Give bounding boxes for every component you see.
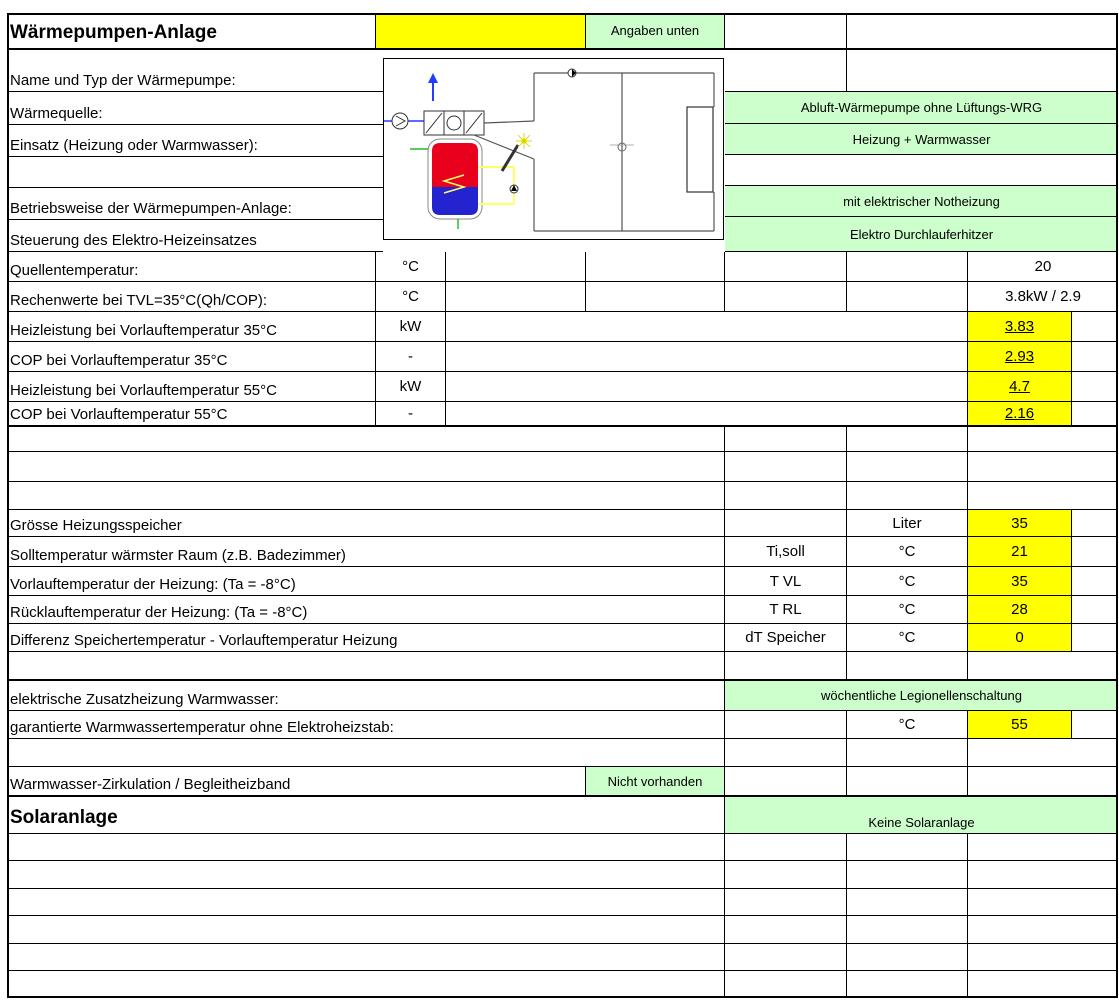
cell-empty [7,889,725,916]
control-select[interactable]: Elektro Durchlauferhitzer [725,217,1118,252]
heatpump-name-input[interactable] [376,13,586,49]
cell-empty [7,861,725,889]
cell-empty [7,916,725,944]
cell-empty [968,482,1118,510]
cell-empty [847,739,968,767]
cell-empty [847,282,968,312]
cell-empty [725,482,847,510]
cell-empty [725,944,847,971]
heatpump-row-label: Heizleistung bei Vorlauftemperatur 35°C [7,312,376,342]
calc-unit: °C [376,282,446,312]
storage-row-unit: °C [847,624,968,652]
cell-empty [725,452,847,482]
storage-row-symbol [725,510,847,537]
cell-empty [725,739,847,767]
cell-empty [847,252,968,282]
cell-empty [7,944,725,971]
cell-empty [725,427,847,452]
storage-row-label: Solltemperatur wärmster Raum (z.B. Badezimmer) [7,537,725,567]
cell-empty [725,49,847,92]
calc-value: 3.8kW / 2.9 [968,282,1118,312]
storage-row-value-input[interactable]: 28 [968,596,1072,624]
heatpump-row-value-input[interactable] [968,312,1072,342]
cell-empty [1072,711,1118,739]
cell-empty [725,652,847,680]
cell-empty [446,402,968,426]
cell-empty [725,861,847,889]
cell-empty [7,971,725,998]
storage-row-unit: °C [847,537,968,567]
heatpump-row-value: 2.16 [1004,405,1035,422]
storage-row-unit: °C [847,567,968,596]
storage-row-unit: Liter [847,510,968,537]
cell-empty [7,452,725,482]
mode-select[interactable]: mit elektrischer Notheizung [725,186,1118,217]
cell-empty [968,452,1118,482]
section-divider [7,48,1118,50]
heatpump-row-value-input[interactable] [968,342,1072,372]
cell-empty [968,739,1118,767]
storage-row-unit: °C [847,596,968,624]
heatpump-row-value-input[interactable] [968,372,1072,402]
cell-empty [847,944,968,971]
cell-empty [968,427,1118,452]
cell-empty [725,834,847,861]
storage-row-value-input[interactable]: 0 [968,624,1072,652]
cell-empty [847,482,968,510]
source-label: Wärmequelle: [7,92,383,125]
storage-row-value-input[interactable]: 35 [968,510,1072,537]
cell-empty [968,889,1118,916]
guaranteed-temp-label: garantierte Warmwassertemperatur ohne Elektroheizstab: [7,711,725,739]
source-temp-label: Quellentemperatur: [7,252,376,282]
elec-heating-label: elektrische Zusatzheizung Warmwasser: [7,681,725,711]
use-select[interactable]: Heizung + Warmwasser [725,124,1118,155]
solar-title: Solaranlage [7,797,725,834]
cell-empty [7,652,725,680]
storage-row-label: Grösse Heizungsspeicher [7,510,725,537]
guaranteed-temp-unit: °C [847,711,968,739]
storage-row-value-input[interactable]: 21 [968,537,1072,567]
heatpump-row-unit: kW [376,372,446,402]
cell-empty [1072,312,1118,342]
cell-empty [847,767,968,796]
storage-row-label: Rücklauftemperatur der Heizung: (Ta = -8°C) [7,596,725,624]
cell-empty [968,767,1118,796]
source-temp-unit: °C [376,252,446,282]
heatpump-schematic [383,58,724,240]
cell-empty [1072,567,1118,596]
cell-empty [1072,624,1118,652]
cell-empty [968,944,1118,971]
calc-label: Rechenwerte bei TVL=35°C(Qh/COP): [7,282,376,312]
heatpump-schematic-svg [384,59,723,239]
cell-empty [1072,372,1118,402]
cell-empty [725,889,847,916]
legionella-select[interactable]: wöchentliche Legionellenschaltung [725,681,1118,711]
source-temp-value: 20 [968,252,1118,282]
cell-empty [847,452,968,482]
cell-empty [968,834,1118,861]
cell-empty [847,652,968,680]
use-label: Einsatz (Heizung oder Warmwasser): [7,125,383,157]
storage-row-symbol: T VL [725,567,847,596]
storage-row-label: Vorlauftemperatur der Heizung: (Ta = -8°C) [7,567,725,596]
heatpump-row-label: Heizleistung bei Vorlauftemperatur 55°C [7,372,376,402]
cell-empty [446,282,586,312]
cell-empty [1072,596,1118,624]
cell-empty [7,834,725,861]
guaranteed-temp-input[interactable]: 55 [968,711,1072,739]
cell-empty [1072,342,1118,372]
cell-empty [446,312,968,342]
cell-empty [847,861,968,889]
name-label: Name und Typ der Wärmepumpe: [7,58,383,92]
cell-empty [968,916,1118,944]
cell-empty [446,252,586,282]
solar-select[interactable]: Keine Solaranlage [725,797,1118,834]
angaben-unten-dropdown[interactable]: Angaben unten [586,13,725,49]
heatpump-row-unit: - [376,402,446,426]
cell-empty [968,652,1118,680]
cell-empty [725,767,847,796]
cell-empty [847,834,968,861]
cell-empty [725,916,847,944]
cell-empty [725,282,847,312]
heatpump-row-unit: kW [376,312,446,342]
cell-empty [847,971,968,998]
cell-empty [725,711,847,739]
cell-empty [446,372,968,402]
cell-empty [7,157,383,188]
control-label: Steuerung des Elektro-Heizeinsatzes [7,220,383,252]
cell-empty [725,13,847,49]
cell-empty [725,155,1118,186]
heatpump-row-value: 4.7 [1009,378,1030,395]
storage-row-label: Differenz Speichertemperatur - Vorlauftemperatur Heizung [7,624,725,652]
source-select[interactable]: Abluft-Wärmepumpe ohne Lüftungs-WRG [725,92,1118,124]
heatpump-row-value: 3.83 [1004,318,1035,335]
heatpump-row-unit: - [376,342,446,372]
cell-empty [847,13,1118,49]
heatpump-row-value-input[interactable] [968,402,1072,426]
cell-empty [968,861,1118,889]
cell-empty [847,889,968,916]
cell-empty [586,282,725,312]
cell-empty [968,971,1118,998]
cell-empty [847,49,1118,92]
circulation-select[interactable]: Nicht vorhanden [586,767,725,796]
heatpump-row-label: COP bei Vorlauftemperatur 55°C [7,402,376,426]
cell-empty [847,916,968,944]
cell-empty [847,427,968,452]
heatpump-title: Wärmepumpen-Anlage [7,13,376,49]
heatpump-row-label: COP bei Vorlauftemperatur 35°C [7,342,376,372]
cell-empty [7,427,725,452]
cell-empty [586,252,725,282]
cell-empty [725,971,847,998]
cell-empty [1072,402,1118,426]
cell-empty [446,342,968,372]
storage-row-symbol: dT Speicher [725,624,847,652]
mode-label: Betriebsweise der Wärmepumpen-Anlage: [7,188,383,220]
cell-empty [7,739,725,767]
cell-empty [1072,537,1118,567]
cell-empty [1072,510,1118,537]
storage-row-value-input[interactable]: 35 [968,567,1072,596]
circulation-label: Warmwasser-Zirkulation / Begleitheizband [7,767,586,796]
storage-row-symbol: T RL [725,596,847,624]
cell-empty [725,252,847,282]
cell-empty [7,482,725,510]
storage-row-symbol: Ti,soll [725,537,847,567]
heatpump-row-value: 2.93 [1004,348,1035,365]
